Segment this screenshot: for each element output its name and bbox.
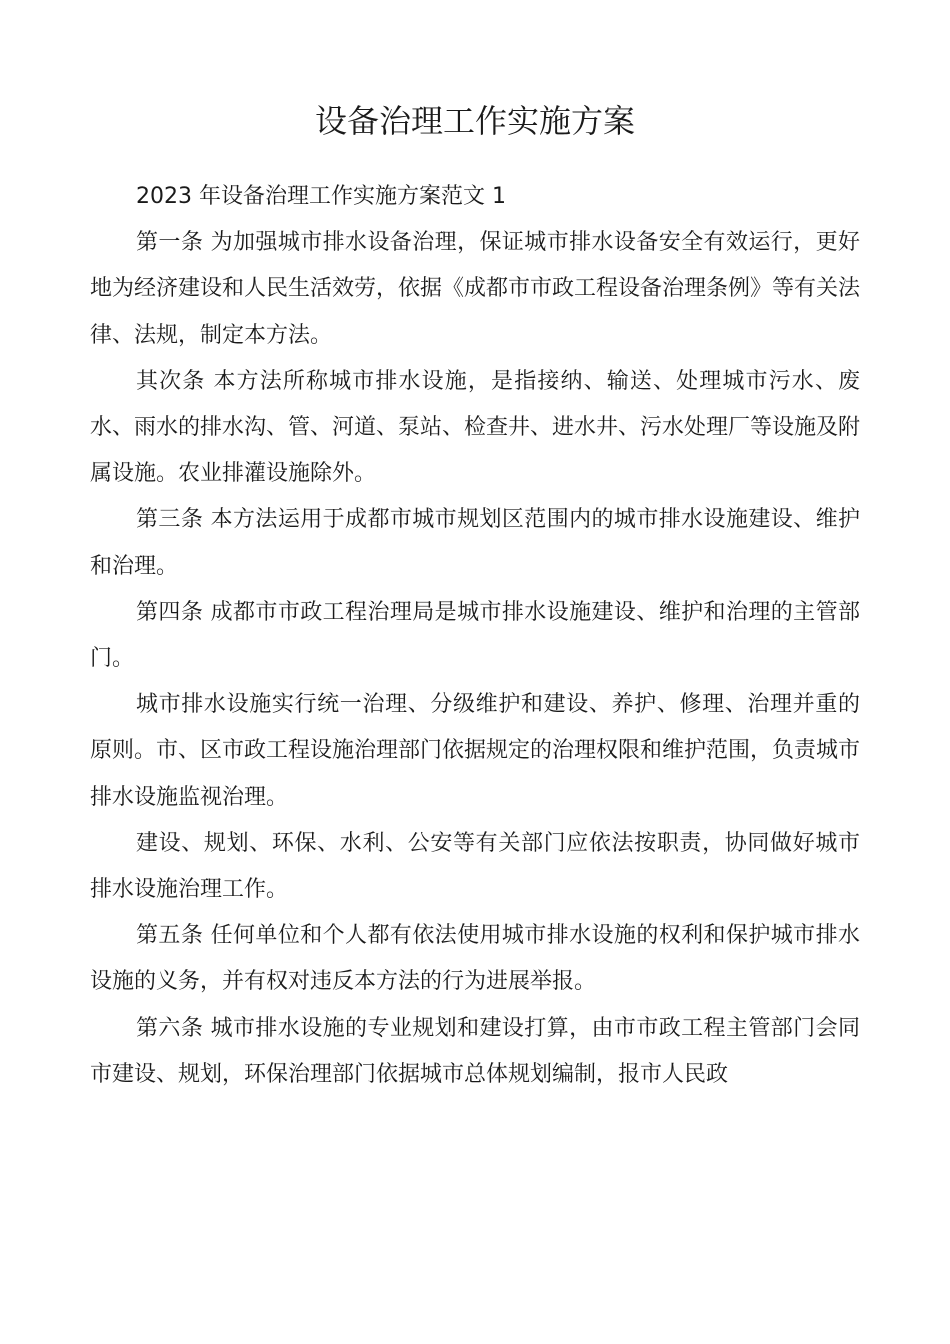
paragraph-article-4-departments: 建设、规划、环保、水利、公安等有关部门应依法按职责，协同做好城市排水设施治理工作。: [90, 830, 860, 903]
paragraph-article-5: 第五条 任何单位和个人都有依法使用城市排水设施的权利和保护城市排水设施的义务，并有权对违反本方法的行为进展举报。: [90, 923, 860, 995]
paragraph-article-4-detail: 城市排水设施实行统一治理、分级维护和建设、养护、修理、治理并重的原则。市、区市政工程设施治理部门依据规定的治理权限和维护范围，负责城市排水设施监视治理。: [90, 692, 861, 810]
paragraph-article-2: 其次条 本方法所称城市排水设施，是指接纳、输送、处理城市污水、废水、雨水的排水沟、管、河道、泵站、检查井、进水井、污水处理厂等设施及附属设施。农业排灌设施除外。: [90, 368, 861, 487]
paragraph-article-3: 第三条 本方法运用于成都市城市规划区范围内的城市排水设施建设、维护和治理。: [90, 507, 860, 579]
paragraph-article-1: 第一条 为加强城市排水设备治理，保证城市排水设备安全有效运行，更好地为经济建设和人民生活效劳，依据《成都市市政工程设备治理条例》等有关法律、法规，制定本方法。: [90, 230, 861, 348]
paragraph-article-4: 第四条 成都市市政工程治理局是城市排水设施建设、维护和治理的主管部门。: [90, 599, 860, 672]
paragraph-article-6: 第六条 城市排水设施的专业规划和建设打算，由市市政工程主管部门会同市建设、规划，环保治理部门依据城市总体规划编制，报市人民政: [90, 1015, 860, 1087]
document-title: 设备治理工作实施方案: [314, 102, 635, 140]
document-body: [90, 174, 860, 1098]
paragraph-subtitle: 2023 年设备治理工作实施方案范文 1: [136, 184, 506, 209]
